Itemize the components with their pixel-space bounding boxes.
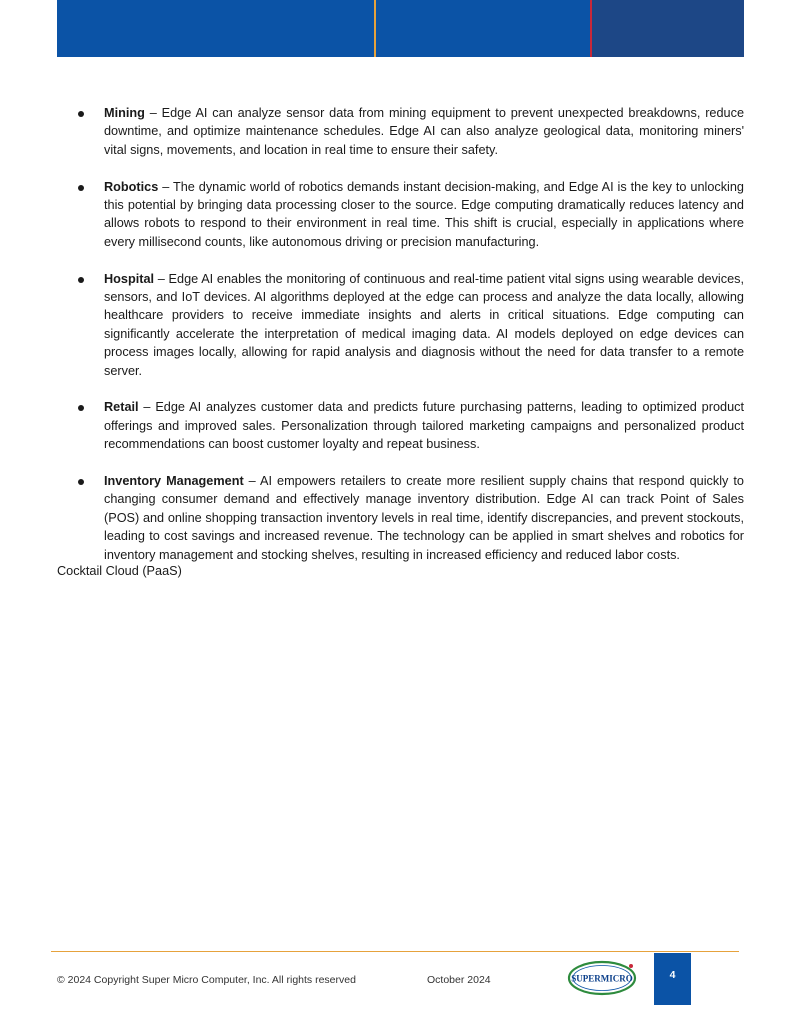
bullet-text: – Edge AI can analyze sensor data from mining equipment to prevent unexpected breakdowns, reduce downtime, and optimize maintenance schedules. Edge AI can also analyze geological data, monitoring miners' vital signs, movements, and location in real time to ensure their safety.	[104, 106, 744, 157]
header-divider-gold	[374, 0, 376, 57]
svg-text:SUPERMICRO: SUPERMICRO	[571, 973, 633, 984]
bullet-icon	[78, 405, 84, 411]
bullet-icon	[78, 479, 84, 485]
page-number-box	[654, 953, 691, 1005]
supermicro-logo	[567, 958, 637, 998]
page-number: 4	[669, 969, 676, 981]
list-item-robotics	[78, 178, 744, 252]
bullet-icon	[78, 277, 84, 283]
footer-copyright: © 2024 Copyright Super Micro Computer, Inc. All rights reserved	[57, 974, 356, 986]
header-banner	[57, 0, 744, 57]
bullet-icon	[78, 111, 84, 117]
footer-date: October 2024	[427, 974, 491, 986]
footer-divider	[51, 951, 739, 952]
bullet-text: – Edge AI enables the monitoring of continuous and real-time patient vital signs using wearable devices, sensors, and IoT devices. AI algorithms deployed at the edge can process and analyze the data locally, allowing healthcare providers to receive immediate insights and alerts in critical situations. Edge computing can significantly accelerate the interpretation of medical imaging data. AI models deployed on edge devices can process images locally, allowing for rapid analysis and diagnosis without the need for data transfer to a remote server.	[104, 271, 744, 378]
use-case-list	[78, 104, 744, 582]
bullet-term: Robotics	[104, 179, 159, 194]
bullet-text: – Edge AI analyzes customer data and predicts future purchasing patterns, leading to optimized product offerings and improved sales. Personalization through tailored marketing campaigns and personalized product recommendations can boost customer loyalty and repeat business.	[104, 400, 744, 452]
bullet-term: Hospital	[104, 271, 155, 286]
list-item-inventory-management	[78, 472, 744, 564]
bullet-term: Inventory Management	[104, 474, 244, 489]
list-item-hospital	[78, 270, 744, 380]
bullet-icon	[78, 185, 84, 191]
header-divider-red	[590, 0, 592, 57]
header-shade	[592, 0, 744, 57]
bullet-term: Mining	[104, 106, 145, 120]
bullet-text: – AI empowers retailers to create more resilient supply chains that respond quickly to changing consumer demand and effectively manage inventory distribution. Edge AI can track Point of Sales (POS) and online shopping transaction inventory levels in real time, identify discrepancies, and prevent stockouts, leading to cost savings and increased revenue. The technology can be applied in smart shelves and robotics for inventory management and stocking shelves, resulting in increased efficiency and reduced labor costs.	[104, 474, 744, 562]
bullet-text: – The dynamic world of robotics demands instant decision-making, and Edge AI is the key to unlocking this potential by bringing data processing closer to the source. Edge computing dramatically reduces latency and allows robots to respond to their environment in real time. This shift is crucial, especially in applications where every millisecond counts, like autonomous driving or precision manufacturing.	[104, 179, 744, 249]
section-heading-cocktail-cloud: Cocktail Cloud (PaaS)	[57, 564, 182, 578]
list-item-mining	[78, 104, 744, 159]
list-item-retail	[78, 398, 744, 453]
bullet-term: Retail	[104, 400, 139, 415]
